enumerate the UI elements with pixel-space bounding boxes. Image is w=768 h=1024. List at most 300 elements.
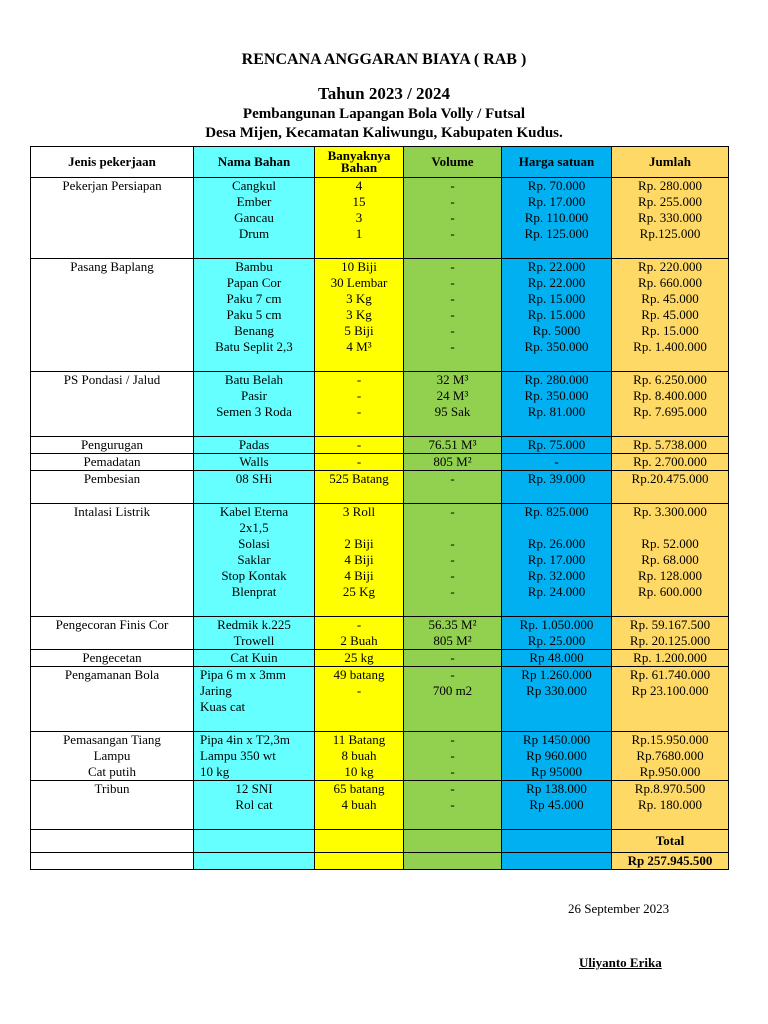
nama-bahan-cell-line: Semen 3 Roda [216,404,292,419]
banyaknya-bahan-cell-line: - [356,404,362,419]
volume-cell-line: - [450,650,455,665]
banyaknya-bahan-cell-line: 15 [352,194,366,209]
jenis-pekerjaan-label: Pemadatan [83,454,141,469]
harga-satuan-cell-line: Rp. 32.000 [527,568,586,583]
jenis-pekerjaan-line: Cat putih [87,764,137,779]
nama-bahan-cell-line: Trowell [233,633,275,648]
volume-cell [404,454,502,471]
spacer [317,813,401,829]
nama-bahan-cell-line: Cangkul [231,178,277,193]
harga-satuan-cell [502,504,612,617]
banyaknya-bahan-cell-line: 525 Batang [329,471,389,486]
jumlah-cell-line: Rp.7680.000 [636,748,704,763]
harga-satuan-cell-line: Rp. 75.000 [527,437,586,452]
banyaknya-bahan-cell-line: 30 Lembar [330,275,388,290]
spacer [196,242,312,258]
header-banyaknya-bahan: Banyaknya Bahan [315,147,404,178]
banyaknya-bahan-cell-line: 4 Biji [344,568,374,583]
spacer [196,355,312,371]
banyaknya-bahan-cell-line: 3 Kg [346,307,372,322]
jenis-pekerjaan-cell [31,437,194,454]
spacer [317,242,401,258]
spacer [406,715,499,731]
jumlah-cell-line: Rp. 45.000 [641,307,699,322]
banyaknya-bahan-cell [315,781,404,830]
banyaknya-bahan-cell-line: 2 Biji [344,536,374,551]
harga-satuan-cell-line: Rp. 350.000 [524,339,589,354]
document-year: Tahun 2023 / 2024 [317,84,451,103]
nama-bahan-cell [194,667,315,732]
jumlah-cell [612,504,729,617]
table-row [31,437,729,454]
jenis-pekerjaan-label: PS Pondasi / Jalud [63,372,161,387]
volume-cell-line: 700 m2 [432,683,473,698]
volume-cell-line: - [450,667,455,682]
harga-satuan-cell [502,650,612,667]
harga-satuan-cell-line: Rp 95000 [531,764,582,779]
volume-cell-line: - [450,471,455,486]
jumlah-cell-line: Rp. 15.000 [641,323,699,338]
nama-bahan-cell [194,372,315,437]
banyaknya-bahan-cell-line: 4 buah [341,797,377,812]
volume-cell-line: - [450,259,455,274]
table-row [31,650,729,667]
nama-bahan-cell-line: 10 kg [200,764,230,779]
volume-cell [404,504,502,617]
harga-satuan-cell-line: Rp. 1.050.000 [519,617,594,632]
spacer [406,355,499,371]
jenis-pekerjaan-cell [31,504,194,617]
jumlah-cell-line: Rp. 20.125.000 [629,633,711,648]
table-row [31,617,729,650]
volume-cell-line: - [450,781,455,796]
harga-satuan-cell [502,454,612,471]
empty-cell [315,853,404,870]
jenis-pekerjaan-line: Lampu [93,748,131,763]
nama-bahan-cell-line: Solasi [238,536,270,551]
harga-satuan-cell-line: Rp 1450.000 [522,732,591,747]
volume-cell [404,437,502,454]
jenis-pekerjaan-label: Pengurugan [80,437,144,452]
spacer [614,715,726,731]
harga-satuan-cell [502,471,612,504]
spacer [196,420,312,436]
harga-satuan-cell-line: Rp 138.000 [526,781,587,796]
jenis-pekerjaan-label: Pengecetan [82,650,142,665]
jumlah-cell [612,471,729,504]
banyaknya-bahan-cell [315,504,404,617]
table-row [31,259,729,372]
volume-cell-line: - [450,504,455,519]
spacer [614,420,726,436]
spacer [504,813,609,829]
jumlah-cell [612,372,729,437]
volume-cell-line: - [450,339,455,354]
spacer [196,715,312,731]
nama-bahan-cell-line: Kuas cat [200,699,246,714]
harga-satuan-cell [502,617,612,650]
rab-table [30,146,729,870]
header-nama-bahan: Nama Bahan [194,147,315,178]
harga-satuan-cell-line: Rp 1.260.000 [521,667,592,682]
jumlah-cell-line: Rp 23.100.000 [631,683,709,698]
header-volume: Volume [404,147,502,178]
banyaknya-bahan-cell-line: - [356,388,362,403]
banyaknya-bahan-cell-line: - [356,437,362,452]
volume-cell-line: 56.35 M² [428,617,477,632]
volume-cell-line: 95 Sak [434,404,471,419]
harga-satuan-cell-line: Rp. 81.000 [527,404,586,419]
volume-cell [404,667,502,732]
harga-satuan-cell [502,732,612,781]
volume-cell-line: - [450,178,455,193]
banyaknya-bahan-cell-line [317,520,401,536]
volume-cell [404,650,502,667]
nama-bahan-cell [194,178,315,259]
jumlah-cell-line: Rp. 2.700.000 [633,454,707,469]
nama-bahan-cell-line: 08 SHi [235,471,273,486]
table-header-row [31,147,729,178]
nama-bahan-cell-line: Gancau [234,210,274,225]
spacer [504,242,609,258]
nama-bahan-cell-line: Papan Cor [226,275,282,290]
harga-satuan-cell [502,372,612,437]
volume-cell-line: - [450,194,455,209]
banyaknya-bahan-cell-line: 3 Kg [346,291,372,306]
jumlah-cell [612,259,729,372]
harga-satuan-cell [502,178,612,259]
jumlah-cell-line [614,520,726,536]
banyaknya-bahan-cell-line: 5 Biji [344,323,374,338]
spacer [504,420,609,436]
spacer [504,487,609,503]
jumlah-cell-line: Rp. 180.000 [638,797,702,812]
spacer [614,355,726,371]
nama-bahan-cell [194,781,315,830]
banyaknya-bahan-cell-line: 4 Biji [344,552,374,567]
jumlah-cell-line: Rp. 280.000 [638,178,702,193]
volume-cell-line: 32 M³ [436,372,469,387]
jenis-pekerjaan-cell [31,650,194,667]
project-name: Pembangunan Lapangan Bola Volly / Futsal [242,106,526,122]
header-jenis-pekerjaan: Jenis pekerjaan [31,147,194,178]
harga-satuan-cell [502,667,612,732]
jenis-pekerjaan-label: Tribun [94,781,130,796]
spacer [504,715,609,731]
volume-cell-line: - [450,764,455,779]
jumlah-cell-line: Rp. 59.167.500 [629,617,711,632]
volume-cell-line: - [450,552,455,567]
nama-bahan-cell-line: Jaring [200,683,232,698]
banyaknya-bahan-cell-line: 11 Batang [332,732,386,747]
volume-cell-line: - [450,568,455,583]
nama-bahan-cell-line: Pipa 6 m x 3mm [200,667,286,682]
banyaknya-bahan-cell-line: 25 kg [344,650,374,665]
spacer [504,355,609,371]
volume-cell-line: 24 M³ [436,388,469,403]
banyaknya-bahan-cell-line: 3 [355,210,363,225]
nama-bahan-cell-line: Pasir [241,388,267,403]
spacer [317,487,401,503]
nama-bahan-cell-line: 12 SNI [235,781,273,796]
spacer [406,487,499,503]
banyaknya-bahan-cell-line: 4 [355,178,363,193]
volume-cell-line: - [450,275,455,290]
volume-cell-line: - [450,226,455,241]
banyaknya-bahan-cell [315,732,404,781]
volume-cell-line: - [450,732,455,747]
banyaknya-bahan-cell [315,471,404,504]
banyaknya-bahan-cell [315,650,404,667]
nama-bahan-cell-line: Walls [239,454,269,469]
nama-bahan-cell-line: Lampu 350 wt [200,748,276,763]
jumlah-cell-line: Rp. 660.000 [638,275,702,290]
volume-cell-line: - [450,536,455,551]
jumlah-cell [612,178,729,259]
jumlah-cell-line: Rp. 68.000 [641,552,699,567]
harga-satuan-cell [502,437,612,454]
project-location: Desa Mijen, Kecamatan Kaliwungu, Kabupaten Kudus. [205,125,563,141]
nama-bahan-cell [194,454,315,471]
empty-cell [315,830,404,853]
volume-cell-line: - [450,323,455,338]
nama-bahan-cell [194,617,315,650]
harga-satuan-cell [502,781,612,830]
jumlah-cell-line: Rp. 330.000 [638,210,702,225]
signer-name: Uliyanto Erika [579,955,662,970]
nama-bahan-cell-line: Paku 5 cm [226,307,282,322]
empty-cell [31,853,194,870]
banyaknya-bahan-cell-line [317,699,401,715]
jumlah-cell-line [614,699,726,715]
document-title: RENCANA ANGGARAN BIAYA ( RAB ) [241,51,527,68]
empty-cell [404,853,502,870]
banyaknya-bahan-cell-line: 1 [355,226,363,241]
banyaknya-bahan-cell-line: 25 Kg [342,584,376,599]
harga-satuan-cell-line: Rp. 26.000 [527,536,586,551]
jumlah-cell [612,732,729,781]
table-row [31,830,729,853]
spacer [317,420,401,436]
table-row [31,504,729,617]
spacer [614,600,726,616]
empty-cell [194,830,315,853]
spacer [196,600,312,616]
nama-bahan-cell-line: Paku 7 cm [226,291,282,306]
spacer [196,813,312,829]
jenis-pekerjaan-label: Pekerjan Persiapan [62,178,162,193]
harga-satuan-cell-line [504,699,609,715]
nama-bahan-cell-line: Padas [238,437,270,452]
volume-cell-line: 805 M² [433,633,472,648]
banyaknya-bahan-cell-line: 10 kg [344,764,374,779]
spacer [317,715,401,731]
table-row [31,178,729,259]
header-harga-satuan: Harga satuan [502,147,612,178]
jenis-pekerjaan-label: Intalasi Listrik [73,504,151,519]
volume-cell-line: - [450,584,455,599]
jumlah-cell-line: Rp.8.970.500 [634,781,706,796]
banyaknya-bahan-cell [315,667,404,732]
jumlah-cell-line: Rp. 1.200.000 [633,650,707,665]
nama-bahan-cell-line: 2x1,5 [239,520,269,535]
jenis-pekerjaan-cell [31,259,194,372]
nama-bahan-cell [194,259,315,372]
volume-cell-line: 76.51 M³ [428,437,477,452]
total-label: Total [612,830,729,853]
harga-satuan-cell-line: Rp. 15.000 [527,307,586,322]
table-row [31,781,729,830]
nama-bahan-cell-line: Bambu [235,259,273,274]
table-row [31,853,729,870]
spacer [406,420,499,436]
jenis-pekerjaan-line: Pemasangan Tiang [63,732,161,747]
jumlah-cell-line: Rp. 1.400.000 [633,339,707,354]
volume-cell-line [406,520,499,536]
nama-bahan-cell-line: Stop Kontak [221,568,287,583]
nama-bahan-cell [194,471,315,504]
jumlah-cell-line: Rp. 7.695.000 [633,404,707,419]
jumlah-cell-line: Rp.950.000 [639,764,701,779]
jumlah-cell-line: Rp. 5.738.000 [633,437,707,452]
harga-satuan-cell-line: Rp. 17.000 [527,194,586,209]
spacer [317,355,401,371]
empty-cell [502,853,612,870]
banyaknya-bahan-cell [315,454,404,471]
jumlah-cell [612,617,729,650]
harga-satuan-cell-line: Rp. 70.000 [527,178,586,193]
volume-cell-line: 805 M² [433,454,472,469]
jenis-pekerjaan-cell [31,178,194,259]
jumlah-cell-line: Rp. 220.000 [638,259,702,274]
table-row [31,471,729,504]
harga-satuan-cell-line: Rp 48.000 [529,650,584,665]
nama-bahan-cell-line: Batu Seplit 2,3 [215,339,293,354]
nama-bahan-cell-line: Benang [234,323,274,338]
harga-satuan-cell-line: Rp. 350.000 [524,388,589,403]
harga-satuan-cell-line: Rp 330.000 [526,683,587,698]
banyaknya-bahan-cell [315,617,404,650]
banyaknya-bahan-cell [315,372,404,437]
spacer [614,487,726,503]
volume-cell-line: - [450,291,455,306]
nama-bahan-cell-line: Saklar [237,552,271,567]
empty-cell [502,830,612,853]
jenis-pekerjaan-cell [31,454,194,471]
volume-cell-line: - [450,210,455,225]
volume-cell [404,178,502,259]
jenis-pekerjaan-label: Pengamanan Bola [64,667,160,682]
harga-satuan-cell-line: Rp. 110.000 [524,210,589,225]
empty-cell [31,830,194,853]
jumlah-cell-line: Rp. 6.250.000 [633,372,707,387]
table-row [31,732,729,781]
banyaknya-bahan-cell-line: - [356,617,362,632]
jumlah-cell [612,650,729,667]
spacer [406,242,499,258]
jumlah-cell-line: Rp. 61.740.000 [629,667,711,682]
harga-satuan-cell-line: Rp. 125.000 [524,226,589,241]
volume-cell [404,259,502,372]
harga-satuan-cell-line: Rp. 5000 [532,323,581,338]
nama-bahan-cell [194,732,315,781]
jumlah-cell-line: Rp. 8.400.000 [633,388,707,403]
jumlah-cell-line: Rp. 3.300.000 [633,504,707,519]
spacer [504,600,609,616]
harga-satuan-cell-line: - [554,454,559,469]
harga-satuan-cell-line: Rp. 280.000 [524,372,589,387]
spacer [406,813,499,829]
harga-satuan-cell-line: Rp 45.000 [529,797,584,812]
table-row [31,372,729,437]
jumlah-cell-line: Rp. 52.000 [641,536,699,551]
harga-satuan-cell-line: Rp. 39.000 [527,471,586,486]
banyaknya-bahan-cell-line: - [356,683,362,698]
jenis-pekerjaan-label: Pembesian [83,471,141,486]
jumlah-cell-line: Rp.125.000 [639,226,701,241]
jumlah-cell [612,781,729,830]
volume-cell [404,372,502,437]
banyaknya-bahan-cell [315,437,404,454]
jumlah-cell-line: Rp.20.475.000 [631,471,709,486]
nama-bahan-cell-line: Blenprat [231,584,277,599]
banyaknya-bahan-cell-line: - [356,372,362,387]
banyaknya-bahan-cell-line: - [356,454,362,469]
spacer [196,487,312,503]
harga-satuan-cell-line [504,520,609,536]
spacer [614,813,726,829]
banyaknya-bahan-cell-line: 2 Buah [340,633,378,648]
jumlah-cell-line: Rp. 600.000 [638,584,702,599]
jumlah-cell-line: Rp.15.950.000 [631,732,709,747]
harga-satuan-cell-line: Rp. 17.000 [527,552,586,567]
jenis-pekerjaan-cell [31,732,194,781]
nama-bahan-cell-line: Kabel Eterna [219,504,289,519]
banyaknya-bahan-cell-line: 4 M³ [346,339,372,354]
nama-bahan-cell-line: Cat Kuin [230,650,278,665]
table-row [31,667,729,732]
nama-bahan-cell-line: Ember [236,194,272,209]
banyaknya-bahan-cell-line: 65 batang [333,781,385,796]
jumlah-cell [612,667,729,732]
banyaknya-bahan-cell-line: 8 buah [341,748,377,763]
nama-bahan-cell-line: Redmik k.225 [217,617,291,632]
table-row [31,454,729,471]
jumlah-cell-line: Rp. 45.000 [641,291,699,306]
banyaknya-bahan-cell-line: 3 Roll [342,504,376,519]
nama-bahan-cell [194,650,315,667]
nama-bahan-cell-line: Drum [238,226,270,241]
jenis-pekerjaan-cell [31,617,194,650]
jenis-pekerjaan-label: Pengecoran Finis Cor [55,617,169,632]
table-body [31,178,729,870]
empty-cell [404,830,502,853]
nama-bahan-cell-line: Rol cat [235,797,273,812]
spacer [614,242,726,258]
document-date: 26 September 2023 [568,901,670,916]
banyaknya-bahan-cell-line: 10 Biji [341,259,377,274]
harga-satuan-cell-line: Rp. 22.000 [527,259,586,274]
harga-satuan-cell-line: Rp. 25.000 [527,633,586,648]
spacer [406,600,499,616]
banyaknya-bahan-cell [315,178,404,259]
volume-cell [404,617,502,650]
harga-satuan-cell [502,259,612,372]
volume-cell-line: - [450,748,455,763]
harga-satuan-cell-line: Rp. 24.000 [527,584,586,599]
nama-bahan-cell [194,437,315,454]
jenis-pekerjaan-cell [31,781,194,830]
